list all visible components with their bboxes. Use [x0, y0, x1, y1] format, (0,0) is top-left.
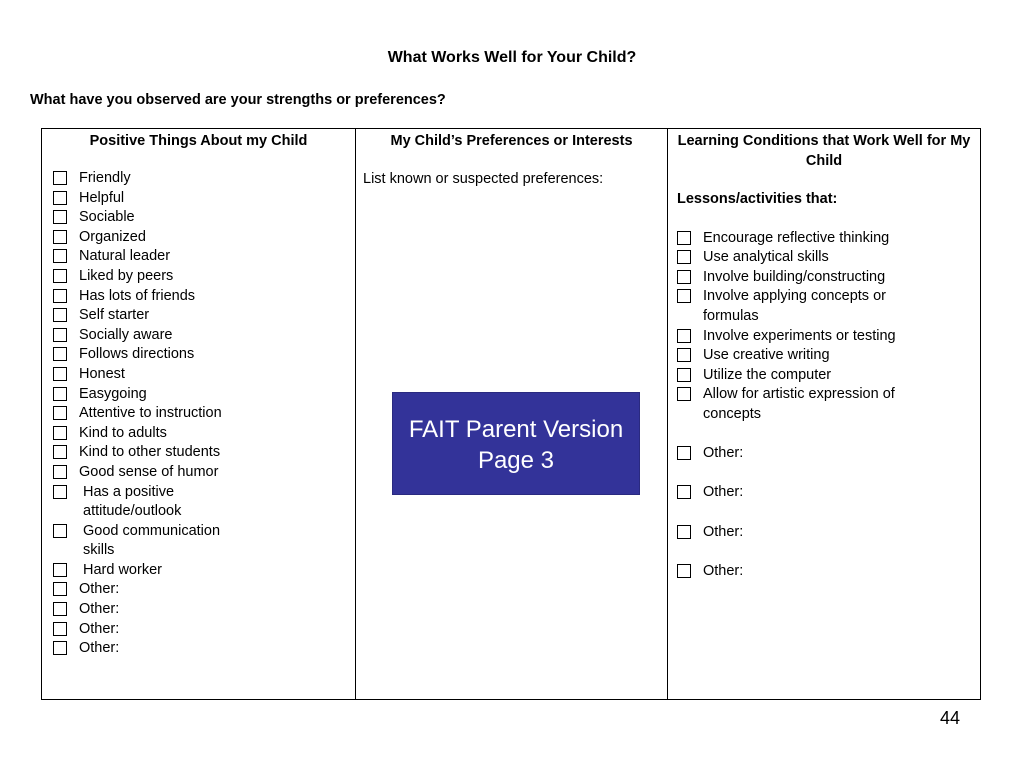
checkbox[interactable]: [53, 289, 67, 303]
positive-things-header: Positive Things About my Child: [89, 133, 308, 149]
checklist-item: Allow for artistic expression of concepts: [677, 385, 980, 424]
learning-conditions-header: Learning Conditions that Work Well for My Child: [677, 133, 971, 169]
checklist-item: Involve experiments or testing: [677, 327, 980, 347]
checkbox[interactable]: [53, 485, 67, 499]
checklist-item: Good communication skills: [53, 522, 355, 561]
checkbox[interactable]: [677, 368, 691, 382]
checkbox[interactable]: [677, 387, 691, 401]
checkbox[interactable]: [53, 406, 67, 420]
checkbox[interactable]: [677, 485, 691, 499]
checkbox[interactable]: [677, 525, 691, 539]
checklist-item: Involve applying concepts or formulas: [677, 287, 980, 326]
lessons-label: Lessons/activities that:: [677, 191, 838, 207]
checklist-item: Hard worker: [53, 561, 355, 581]
checkbox[interactable]: [53, 269, 67, 283]
checkbox[interactable]: [677, 564, 691, 578]
checklist-item: Follows directions: [53, 345, 355, 365]
checkbox[interactable]: [53, 367, 67, 381]
checklist-item: Kind to other students: [53, 443, 355, 463]
page-title: What Works Well for Your Child?: [387, 49, 637, 66]
checklist-item: Honest: [53, 365, 355, 385]
checklist-item: Sociable: [53, 208, 355, 228]
checkbox[interactable]: [53, 465, 67, 479]
checklist-item: Encourage reflective thinking: [677, 229, 980, 249]
positive-things-column: [42, 129, 356, 700]
callout-line-2: Page 3: [477, 447, 555, 474]
checkbox[interactable]: [53, 445, 67, 459]
checkbox[interactable]: [53, 387, 67, 401]
checklist-item: Has a positive attitude/outlook: [53, 483, 355, 522]
checkbox[interactable]: [677, 329, 691, 343]
checkbox[interactable]: [53, 563, 67, 577]
checkbox[interactable]: [53, 210, 67, 224]
checklist-item: Involve building/constructing: [677, 268, 980, 288]
checkbox[interactable]: [677, 289, 691, 303]
checkbox[interactable]: [53, 582, 67, 596]
other-item: Other:: [677, 562, 980, 582]
checklist-item: Has lots of friends: [53, 287, 355, 307]
other-item: Other:: [677, 444, 980, 464]
checkbox[interactable]: [53, 622, 67, 636]
checkbox[interactable]: [53, 308, 67, 322]
checklist-item: Self starter: [53, 306, 355, 326]
learning-conditions-list: [668, 209, 980, 581]
checklist-item: Natural leader: [53, 247, 355, 267]
checklist-item: Liked by peers: [53, 267, 355, 287]
checkbox[interactable]: [677, 348, 691, 362]
checklist-item: Friendly: [53, 169, 355, 189]
checklist-item: Socially aware: [53, 326, 355, 346]
checkbox[interactable]: [53, 602, 67, 616]
checklist-item: Organized: [53, 228, 355, 248]
checklist-item: Utilize the computer: [677, 366, 980, 386]
checkbox[interactable]: [53, 328, 67, 342]
preferences-header: My Child’s Preferences or Interests: [390, 133, 633, 149]
checklist-item: Other:: [53, 639, 355, 659]
checkbox[interactable]: [677, 446, 691, 460]
checkbox[interactable]: [677, 231, 691, 245]
checklist-item: Other:: [53, 600, 355, 620]
checkbox[interactable]: [53, 524, 67, 538]
checkbox[interactable]: [53, 230, 67, 244]
checkbox[interactable]: [677, 250, 691, 264]
checklist-item: Helpful: [53, 189, 355, 209]
checkbox[interactable]: [677, 270, 691, 284]
checkbox[interactable]: [53, 191, 67, 205]
checklist-item: Kind to adults: [53, 424, 355, 444]
checkbox[interactable]: [53, 249, 67, 263]
learning-conditions-column: [668, 129, 981, 700]
checkbox[interactable]: [53, 641, 67, 655]
checkbox[interactable]: [53, 171, 67, 185]
other-item: Other:: [677, 523, 980, 543]
page-number: 44: [940, 708, 961, 728]
preferences-prompt: List known or suspected preferences:: [363, 171, 604, 187]
page-subtitle: What have you observed are your strengths or preferences?: [30, 92, 446, 108]
checklist-item: Easygoing: [53, 385, 355, 405]
checkbox[interactable]: [53, 426, 67, 440]
checklist-item: Attentive to instruction: [53, 404, 355, 424]
version-callout: [392, 392, 640, 495]
positive-things-list: [42, 151, 355, 659]
checklist-item: Other:: [53, 580, 355, 600]
checklist-item: Good sense of humor: [53, 463, 355, 483]
other-item: Other:: [677, 483, 980, 503]
checkbox[interactable]: [53, 347, 67, 361]
checklist-item: Use analytical skills: [677, 248, 980, 268]
checklist-item: Use creative writing: [677, 346, 980, 366]
checklist-item: Other:: [53, 620, 355, 640]
callout-line-1: FAIT Parent Version: [408, 416, 624, 443]
